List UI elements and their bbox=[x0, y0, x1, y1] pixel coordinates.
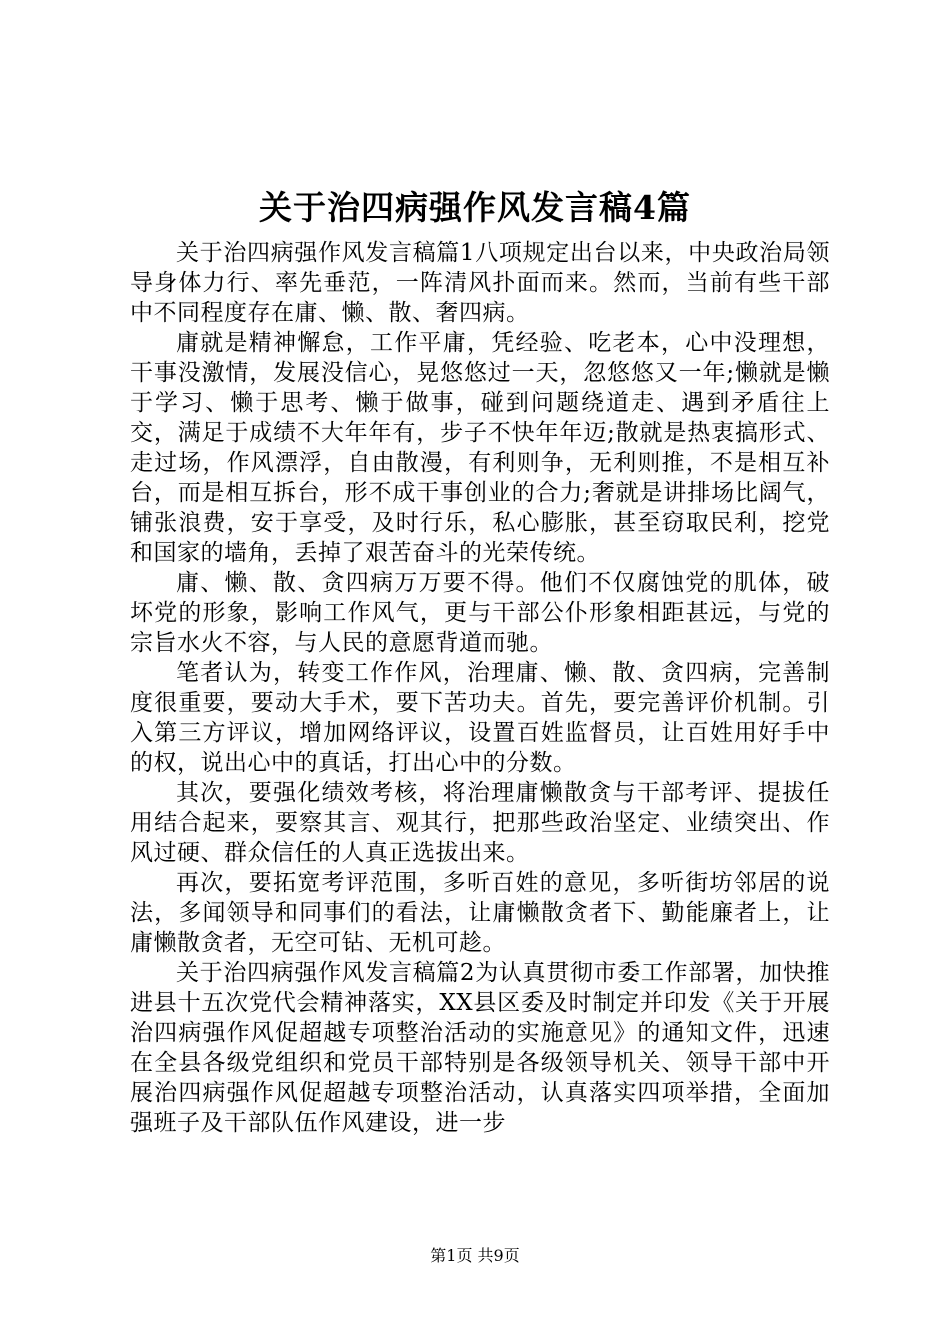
paragraph: 其次，要强化绩效考核，将治理庸懒散贪与干部考评、提拔任用结合起来，要察其言、观其行，把那些政治坚定、业绩突出、作风过硬、群众信任的人真正选拔出来。 bbox=[130, 780, 830, 866]
paragraph: 关于治四病强作风发言稿篇2为认真贯彻市委工作部署，加快推进县十五次党代会精神落实，XX县区委及时制定并印发《关于开展治四病强作风促超越专项整治活动的实施意见》的通知文件，迅速在全县各级党组织和党员干部特别是各级领导机关、领导干部中开展治四病强作风促超越专项整治活动，认真落实四项举措，全面加强班子及干部队伍作风建设，进一步 bbox=[130, 960, 830, 1136]
paragraph: 笔者认为，转变工作作风，治理庸、懒、散、贪四病，完善制度很重要，要动大手术，要下苦功夫。首先，要完善评价机制。引入第三方评议，增加网络评议，设置百姓监督员，让百姓用好手中的权，说出心中的真话，打出心中的分数。 bbox=[130, 660, 830, 776]
paragraph: 再次，要拓宽考评范围，多听百姓的意见，多听街坊邻居的说法，多闻领导和同事们的看法，让庸懒散贪者下、勤能廉者上，让庸懒散贪者，无空可钻、无机可趁。 bbox=[130, 870, 830, 956]
paragraph: 关于治四病强作风发言稿篇1八项规定出台以来，中央政治局领导身体力行、率先垂范，一阵清风扑面而来。然而，当前有些干部中不同程度存在庸、懒、散、奢四病。 bbox=[130, 240, 830, 326]
document-body bbox=[130, 238, 830, 1138]
paragraph: 庸就是精神懈怠，工作平庸，凭经验、吃老本，心中没理想，干事没激情，发展没信心，晃悠悠过一天，忽悠悠又一年;懒就是懒于学习、懒于思考、懒于做事，碰到问题绕道走、遇到矛盾往上交，满足于成绩不大年年有，步子不快年年迈;散就是热衷搞形式、走过场，作风漂浮，自由散漫，有利则争，无利则推，不是相互补台，而是相互拆台，形不成干事创业的合力;奢就是讲排场比阔气，铺张浪费，安于享受，及时行乐，私心膨胀，甚至窃取民利，挖党和国家的墙角，丢掉了艰苦奋斗的光荣传统。 bbox=[130, 330, 830, 566]
page-footer: 第1页 共9页 bbox=[430, 1246, 520, 1265]
paragraph: 庸、懒、散、贪四病万万要不得。他们不仅腐蚀党的肌体，破坏党的形象，影响工作风气，更与干部公仆形象相距甚远，与党的宗旨水火不容，与人民的意愿背道而驰。 bbox=[130, 570, 830, 656]
document-title: 关于治四病强作风发言稿4篇 bbox=[259, 188, 691, 227]
